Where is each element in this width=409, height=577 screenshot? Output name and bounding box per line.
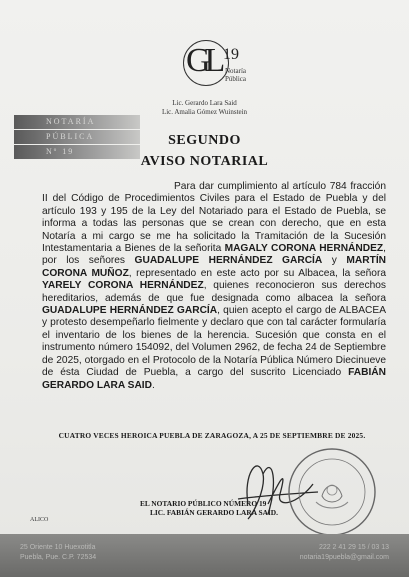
- body-text-run: y: [322, 255, 347, 267]
- footer-phone: 222 2 41 29 15 / 03 13: [318, 544, 389, 551]
- logo-text: [225, 67, 246, 83]
- closing-place-date: CUATRO VECES HEROICA PUEBLA DE ZARAGOZA, A 25 DE SEPTIEMBRE DE 2025.: [58, 431, 366, 440]
- body-text-run: .: [152, 379, 155, 391]
- logo-number: 19: [223, 46, 239, 63]
- body-text-run: Para dar cumplimiento al artículo 784 fracción II del Código de Procedimientos Civiles para el Estado de Puebla y del artículo 193 y 195 de la Ley del Notariado para el Estado de Puebla, se informa a todas las personas que se crean con derecho, que en esta Notaría a mi cargo se me ha solicitado la Tramitación de la Sucesión Intestamentaria a Bienes de la señorita: [42, 181, 386, 255]
- logo-letters: GL: [186, 42, 220, 79]
- body-text-run: , quienes reconocieron sus derechos hereditarios, además de que fue designada como albacea la señora: [42, 280, 386, 304]
- notary-name-1: Lic. Gerardo Lara Said: [172, 99, 237, 107]
- body-bold-run: FABIÁN GERARDO LARA SAID: [42, 367, 386, 391]
- body-bold-run: MARTÍN CORONA MUÑOZ: [42, 255, 387, 279]
- notice-ordinal-title: SEGUNDO: [168, 133, 241, 148]
- signature-title: EL NOTARIO PÚBLICO NÚMERO 19: [140, 499, 267, 508]
- notary-seal: [286, 446, 378, 538]
- body-bold-run: GUADALUPE HERNÁNDEZ GARCÍA: [134, 255, 323, 267]
- notary-name-2: Lic. Amalia Gómez Wuinstein: [161, 108, 248, 116]
- logo-line-notaria: Notaría: [225, 67, 246, 75]
- footer-email: notaria19puebla@gmail.com: [299, 554, 389, 561]
- body-text-run: , quien acepto el cargo de ALBACEA y protesto desempeñarlo fielmente y declaro que con tal carácter formularía el inventario de los bienes de la herencia. Sucesión que consta en el instrumento número 154092, del Volumen 2962, de fecha 24 de Septiembre de 2025, otorgado en el Protocolo de la Notaría Pública Número Diecinueve de ésta Ciudad de Puebla, a cargo del suscrito Licenciado: [42, 305, 386, 379]
- body-bold-run: MAGALY CORONA HERNÁNDEZ: [224, 243, 384, 255]
- side-band-notaria: NOTARÍA: [14, 115, 140, 129]
- logo-line-publica: Pública: [225, 75, 246, 83]
- body-bold-run: YARELY CORONA HERNÁNDEZ: [42, 280, 204, 292]
- notary-logo: [177, 36, 267, 92]
- footer-address-1: 25 Oriente 10 Huexotitla: [20, 544, 96, 551]
- notice-body: [42, 181, 386, 392]
- body-text-run: , por los señores: [42, 243, 386, 267]
- signature-name: LIC. FABIÁN GERARDO LARA SAID.: [150, 508, 278, 517]
- body-bold-run: GUADALUPE HERNÁNDEZ GARCÍA: [42, 305, 218, 317]
- alico-initials: ALICO: [30, 517, 49, 523]
- footer-address-2: Puebla, Pue. C.P. 72534: [20, 554, 97, 561]
- side-band-publica: PÚBLICA: [14, 130, 140, 144]
- body-text-run: , representado en este acto por su Albacea, la señora: [128, 267, 387, 279]
- footer-band: [0, 534, 409, 577]
- side-band-number: Nº 19: [14, 145, 140, 159]
- notice-title: AVISO NOTARIAL: [140, 154, 269, 169]
